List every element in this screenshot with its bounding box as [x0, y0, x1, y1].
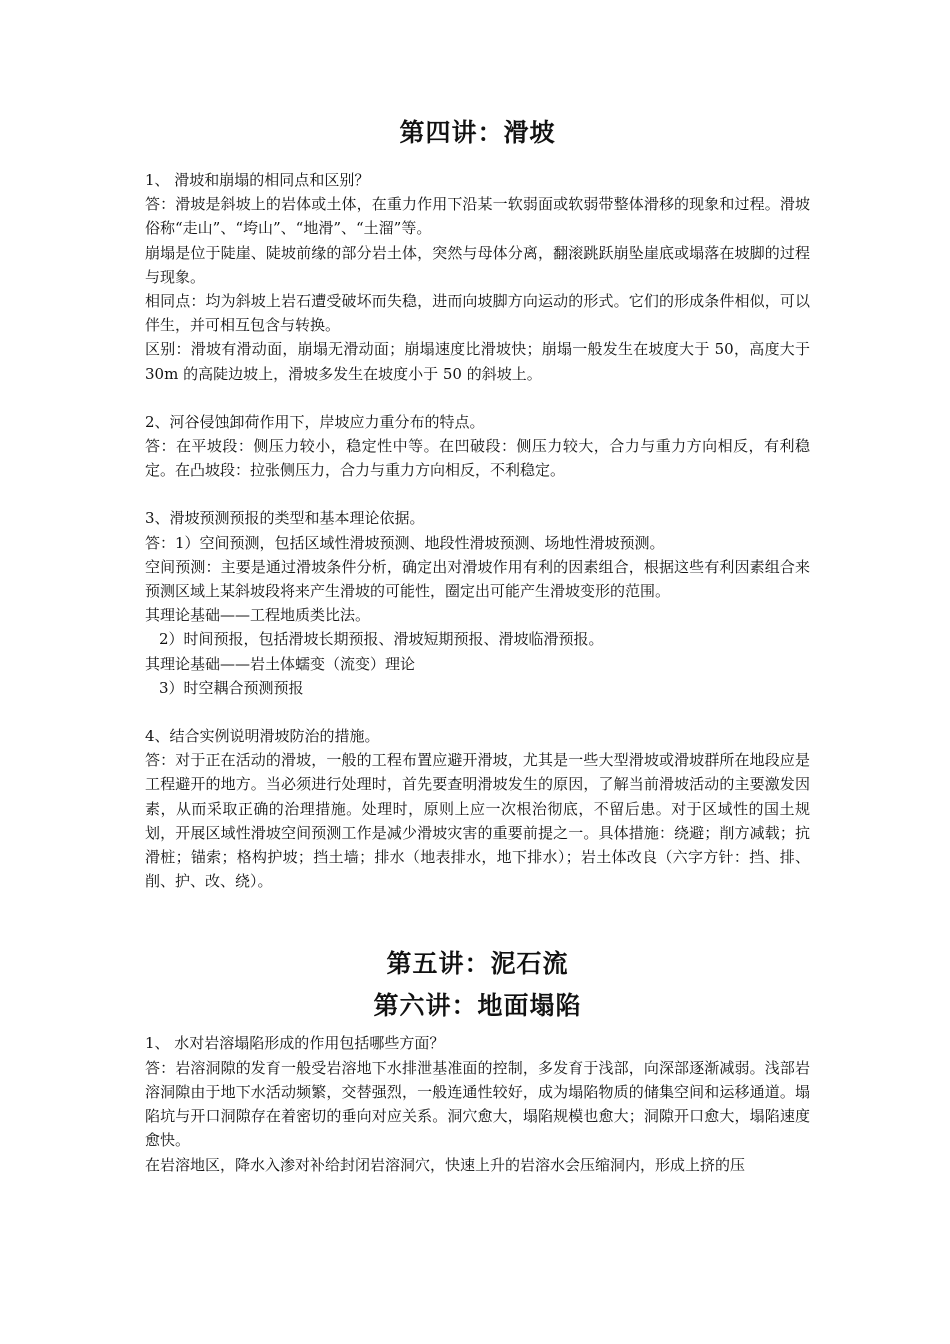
lecture4-q4 [145, 724, 810, 893]
lecture5-title: 第五讲：泥石流 [386, 949, 569, 979]
answer-paragraph: 相同点：均为斜坡上岩石遭受破坏而失稳，进而向坡脚方向运动的形式。它们的形成条件相似，可以伴生，并可相互包含与转换。 [145, 292, 810, 335]
answer-paragraph: 崩塌是位于陡崖、陡坡前缘的部分岩土体，突然与母体分离，翻滚跳跃崩坠崖底或塌落在坡脚的过程与现象。 [145, 243, 810, 286]
question-heading: 3、滑坡预测预报的类型和基本理论依据。 [145, 509, 425, 528]
lecture6-title: 第六讲：地面塌陷 [373, 991, 582, 1021]
answer-paragraph: 区别：滑坡有滑动面，崩塌无滑动面；崩塌速度比滑坡快；崩塌一般发生在坡度大于 50，高度大于 30m 的高陡边坡上，滑坡多发生在坡度小于 50 的斜坡上。 [145, 340, 810, 383]
lecture4-title: 第四讲：滑坡 [399, 118, 556, 147]
document-page [145, 0, 810, 1177]
answer-paragraph: 其理论基础——岩土体蠕变（流变）理论 [145, 654, 416, 673]
question-heading: 4、结合实例说明滑坡防治的措施。 [145, 727, 380, 746]
question-heading: 1、 滑坡和崩塌的相同点和区别？ [145, 171, 370, 189]
answer-paragraph: 2）时间预报，包括滑坡长期预报、滑坡短期预报、滑坡临滑预报。 [159, 630, 604, 649]
lecture4-q1 [145, 168, 810, 386]
lecture4-q3 [145, 506, 810, 700]
answer-paragraph: 3）时空耦合预测预报 [159, 678, 304, 697]
answer-paragraph: 答：1）空间预测，包括区域性滑坡预测、地段性滑坡预测、场地性滑坡预测。 [145, 533, 665, 552]
question-heading: 2、河谷侵蚀卸荷作用下，岸坡应力重分布的特点。 [145, 412, 485, 431]
lecture6-q1 [145, 1031, 810, 1176]
answer-paragraph: 在岩溶地区，降水入渗对补给封闭岩溶洞穴，快速上升的岩溶水会压缩洞内，形成上挤的压 [145, 1155, 746, 1174]
lecture4-q2 [145, 410, 810, 483]
answer-paragraph: 答：在平坡段：侧压力较小，稳定性中等。在凹破段：侧压力较大，合力与重力方向相反，有利稳定。在凸坡段：拉张侧压力，合力与重力方向相反，不利稳定。 [145, 437, 810, 480]
answer-paragraph: 其理论基础——工程地质类比法。 [145, 606, 371, 625]
answer-paragraph: 空间预测：主要是通过滑坡条件分析，确定出对滑坡作用有利的因素组合，根据这些有利因素组合来预测区域上某斜坡段将来产生滑坡的可能性，圈定出可能产生滑坡变形的范围。 [145, 557, 810, 601]
answer-paragraph: 答：岩溶洞隙的发育一般受岩溶地下水排泄基准面的控制，多发育于浅部，向深部逐渐减弱。浅部岩溶洞隙由于地下水活动频繁，交替强烈，一般连通性较好，成为塌陷物质的储集空间和运移通道。塌陷坑与开口洞隙存在着密切的垂向对应关系。洞穴愈大，塌陷规模也愈大；洞隙开口愈大，塌陷速度愈快。 [145, 1058, 810, 1150]
answer-paragraph: 答：对于正在活动的滑坡，一般的工程布置应避开滑坡，尤其是一些大型滑坡或滑坡群所在地段应是工程避开的地方。当必须进行处理时，首先要查明滑坡发生的原因，了解当前滑坡活动的主要激发因素，从而采取正确的治理措施。处理时，原则上应一次根治彻底，不留后患。对于区域性的国土规划，开展区域性滑坡空间预测工作是减少滑坡灾害的重要前提之一。具体措施：绕避；削方减载；抗滑桩；锚索；格构护坡；挡土墙；排水（地表排水，地下排水）；岩土体改良（六字方针：挡、排、削、护、改、绕）。 [145, 751, 810, 891]
answer-paragraph: 答：滑坡是斜坡上的岩体或土体，在重力作用下沿某一软弱面或软弱带整体滑移的现象和过程。滑坡俗称“走山”、“垮山”、“地滑”、“土溜”等。 [145, 195, 810, 238]
question-heading: 1、 水对岩溶塌陷形成的作用包括哪些方面？ [145, 1034, 445, 1053]
